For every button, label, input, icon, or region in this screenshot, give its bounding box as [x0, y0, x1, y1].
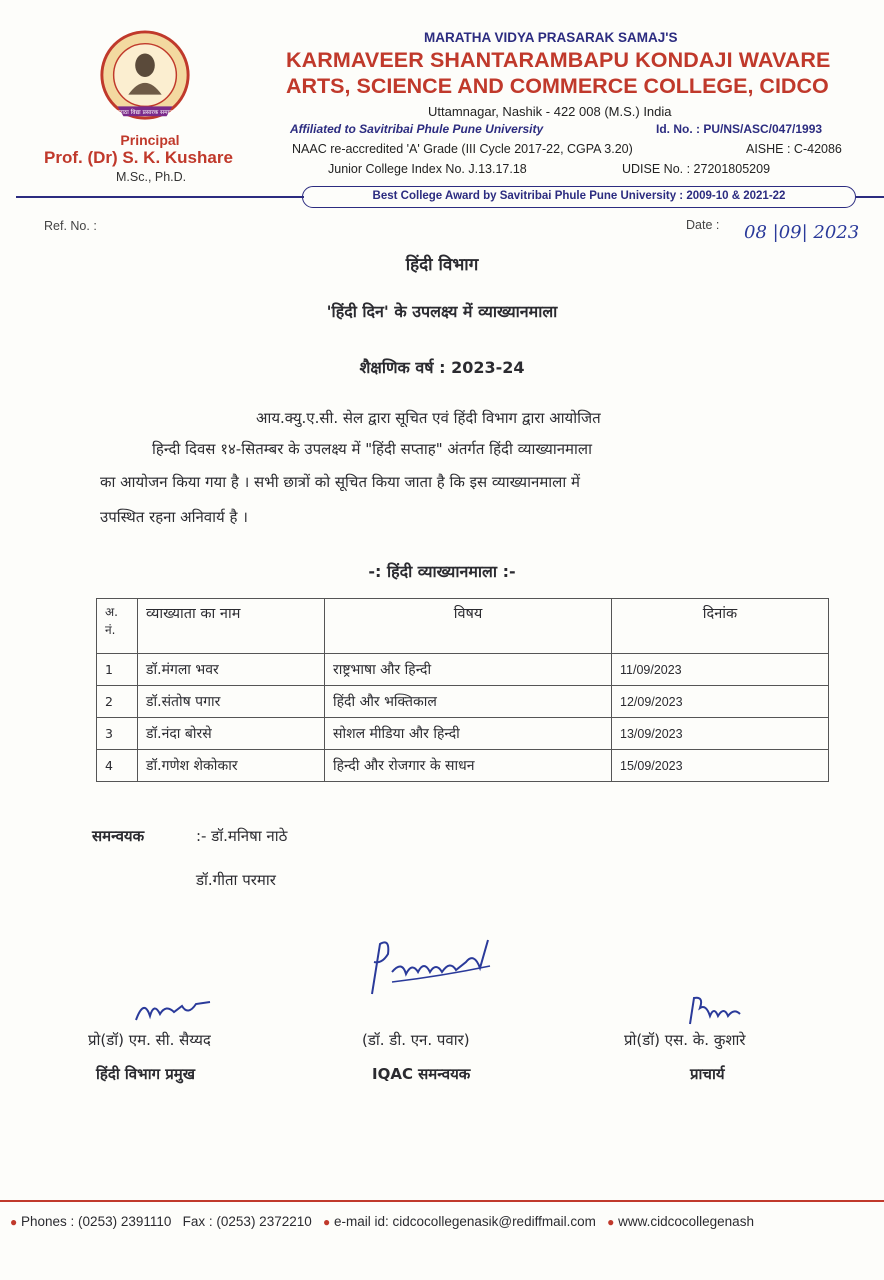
header-divider [16, 196, 304, 198]
college-name-line1: KARMAVEER SHANTARAMBAPU KONDAJI WAVARE [286, 48, 831, 72]
junior-college-index: Junior College Index No. J.13.17.18 [328, 162, 527, 176]
signatory-role: प्राचार्य [690, 1065, 725, 1083]
ref-number-label: Ref. No. : [44, 219, 97, 233]
footer-contact [10, 1214, 754, 1229]
header-speaker: व्याख्याता का नाम [138, 599, 325, 654]
principal-qualification: M.Sc., Ph.D. [116, 170, 187, 184]
row-serial: 4 [97, 750, 138, 782]
row-speaker: डॉ.गणेश शेकोकार [138, 750, 325, 782]
college-address: Uttamnagar, Nashik - 422 008 (M.S.) India [428, 104, 672, 119]
header-divider [856, 196, 884, 198]
affiliation: Affiliated to Savitribai Phule Pune University [290, 122, 544, 136]
footer-fax: Fax : (0253) 2372210 [182, 1214, 312, 1229]
notice-paragraph-line: आय.क्यु.ए.सी. सेल द्वारा सूचित एवं हिंदी विभाग द्वारा आयोजित [256, 409, 601, 427]
signature-hod [130, 994, 220, 1030]
row-date: 11/09/2023 [612, 654, 829, 686]
id-number: Id. No. : PU/NS/ASC/047/1993 [656, 122, 823, 136]
signatory-principal [624, 1030, 746, 1084]
college-logo [96, 28, 194, 126]
row-serial: 3 [97, 718, 138, 750]
table-header-row [97, 599, 829, 654]
row-date: 15/09/2023 [612, 750, 829, 782]
footer-email: e-mail id: cidcocollegenasik@rediffmail.com [334, 1214, 596, 1229]
udise-number: UDISE No. : 27201805209 [622, 162, 771, 176]
coordinator-label: समन्वयक [92, 827, 145, 845]
principal-name: Prof. (Dr) S. K. Kushare [44, 148, 233, 167]
coordinator-name: डॉ.गीता परमार [196, 871, 276, 889]
row-serial: 1 [97, 654, 138, 686]
footer-phones: Phones : (0253) 2391110 [21, 1214, 172, 1229]
signatory-role: हिंदी विभाग प्रमुख [96, 1065, 196, 1083]
naac-grade: NAAC re-accredited 'A' Grade (III Cycle 2017-22, CGPA 3.20) [292, 142, 633, 156]
bullet-icon: ● [10, 1215, 18, 1229]
row-date: 12/09/2023 [612, 686, 829, 718]
svg-text:मराठा विद्या प्रसारक समाज: मराठा विद्या प्रसारक समाज [116, 110, 174, 117]
row-topic: राष्ट्रभाषा और हिन्दी [325, 654, 612, 686]
row-speaker: डॉ.संतोष पगार [138, 686, 325, 718]
footer-divider [0, 1200, 884, 1202]
notice-subject: 'हिंदी दिन' के उपलक्ष्य में व्याख्यानमाला [326, 302, 558, 321]
notice-paragraph-line: हिन्दी दिवस १४-सितम्बर के उपलक्ष्य में "हिंदी सप्ताह" अंतर्गत हिंदी व्याख्यानमाला [152, 440, 592, 458]
signatory-name: प्रो(डॉ) एम. सी. सैय्यद [88, 1031, 211, 1049]
header-topic: विषय [325, 599, 612, 654]
bullet-icon: ● [323, 1215, 331, 1229]
notice-paragraph-line: उपस्थित रहना अनिवार्य है । [100, 508, 248, 526]
signature-principal [684, 994, 746, 1028]
row-topic: हिंदी और भक्तिकाल [325, 686, 612, 718]
department-heading: हिंदी विभाग [405, 255, 479, 275]
college-name-line2: ARTS, SCIENCE AND COMMERCE COLLEGE, CIDCO [286, 74, 829, 98]
lecture-schedule-table [96, 598, 829, 782]
award-banner: Best College Award by Savitribai Phule Pune University : 2009-10 & 2021-22 [302, 186, 856, 208]
row-topic: सोशल मीडिया और हिन्दी [325, 718, 612, 750]
signatory-name: प्रो(डॉ) एस. के. कुशारे [624, 1031, 746, 1049]
table-title: -: हिंदी व्याख्यानमाला :- [368, 562, 516, 581]
row-speaker: डॉ.नंदा बोरसे [138, 718, 325, 750]
bullet-icon: ● [607, 1215, 615, 1229]
row-serial: 2 [97, 686, 138, 718]
header-date: दिनांक [612, 599, 829, 654]
table-row [97, 718, 829, 750]
row-speaker: डॉ.मंगला भवर [138, 654, 325, 686]
row-topic: हिन्दी और रोजगार के साधन [325, 750, 612, 782]
table-row [97, 654, 829, 686]
signature-iqac [362, 936, 498, 1000]
row-date: 13/09/2023 [612, 718, 829, 750]
date-label: Date : [686, 218, 720, 232]
coordinator-name: :- डॉ.मनिषा नाठे [196, 827, 288, 845]
signatory-role: IQAC समन्वयक [372, 1065, 471, 1083]
signatory-iqac [362, 1030, 470, 1084]
notice-paragraph-line: का आयोजन किया गया है । सभी छात्रों को सूचित किया जाता है कि इस व्याख्यानमाला में [100, 473, 580, 491]
principal-label: Principal [120, 132, 180, 148]
footer-website: www.cidcocollegenash [618, 1214, 754, 1229]
table-row [97, 750, 829, 782]
date-handwritten: 08 |09| 2023 [744, 222, 860, 243]
academic-year: शैक्षणिक वर्ष : 2023-24 [359, 358, 525, 377]
signatory-name: (डॉ. डी. एन. पवार) [362, 1031, 470, 1049]
aishe-code: AISHE : C-42086 [746, 142, 842, 156]
header-serial: अ. नं. [97, 599, 138, 654]
signatory-hod [88, 1030, 211, 1084]
society-name: MARATHA VIDYA PRASARAK SAMAJ'S [424, 30, 678, 45]
table-row [97, 686, 829, 718]
